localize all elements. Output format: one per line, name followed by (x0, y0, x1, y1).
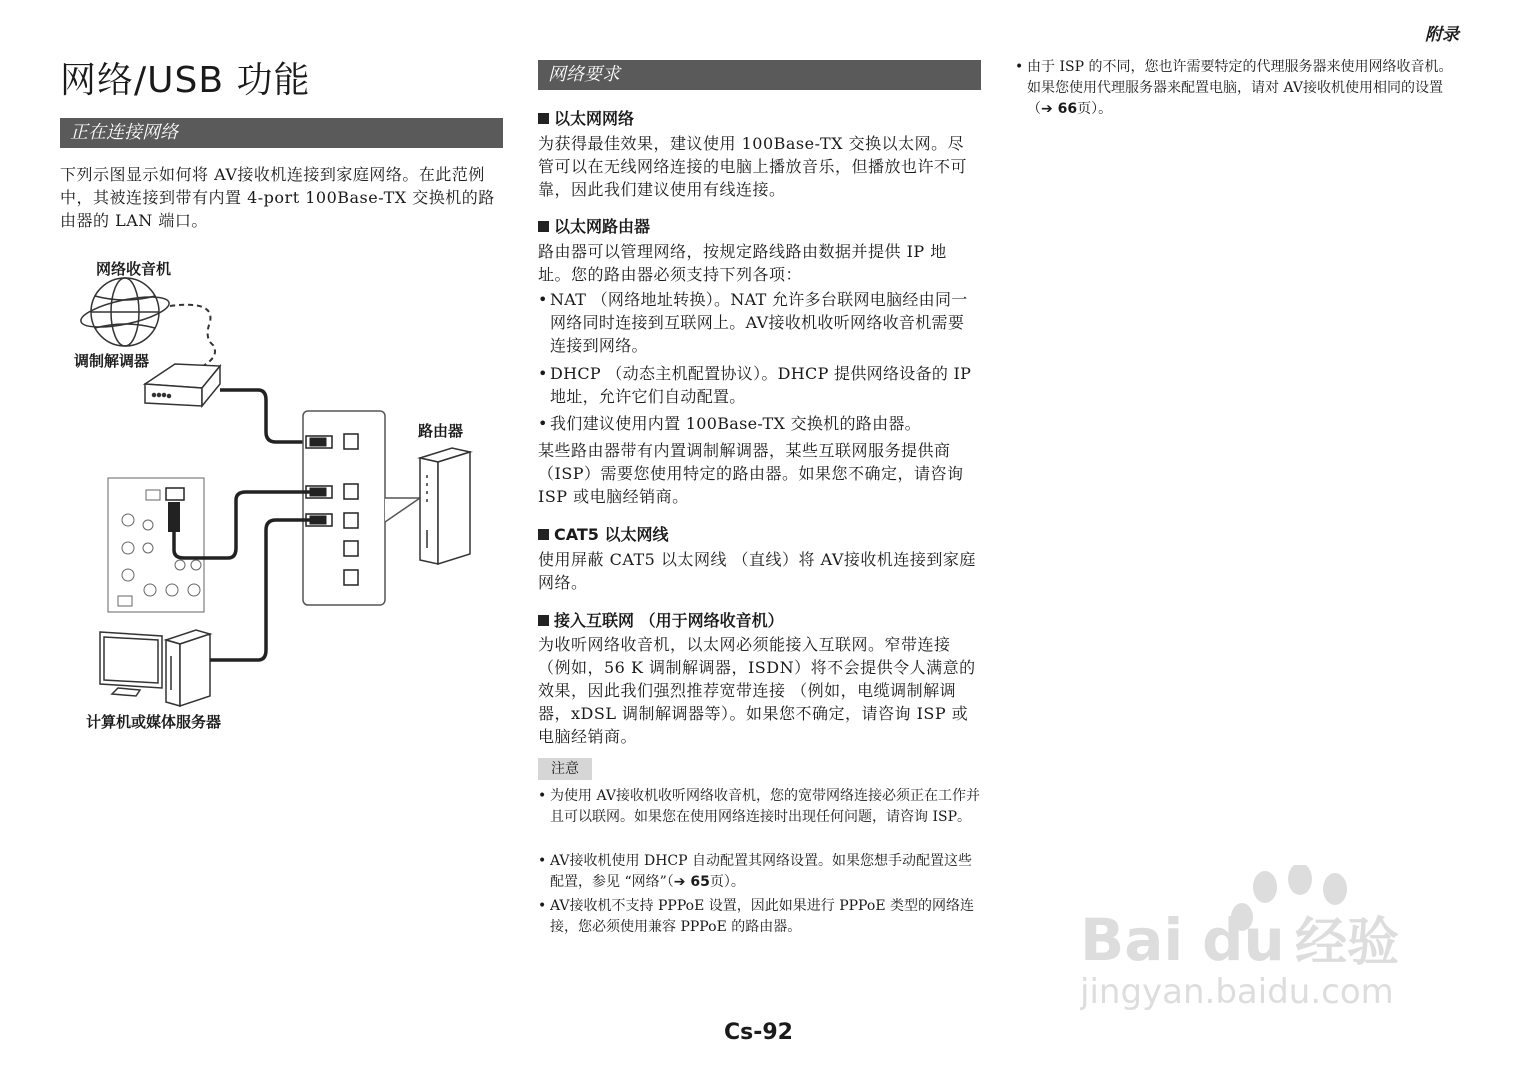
page-ref: ➔ 65 (673, 874, 710, 890)
note-item: • AV接收机使用 DHCP 自动配置其网络设置。如果您想手动配置这些配置，参见 “网络”（➔ 65页）。 (538, 851, 983, 893)
internet-link-line (170, 305, 215, 366)
page-title: 网络/USB 功能 (60, 60, 311, 101)
square-bullet-icon (538, 113, 549, 124)
computer-lan-cable (210, 520, 312, 660)
ethernet-heading: 以太网网络 (538, 106, 634, 129)
svg-text:经验: 经验 (1295, 913, 1400, 973)
cat5-heading: CAT5 以太网线 (538, 522, 669, 545)
svg-text:du: du (1202, 906, 1285, 974)
intro-paragraph: 下列示图显示如何将 AV接收机连接到家庭网络。在此范例中，其被连接到带有内置 4-port 100Base-TX 交换机的路由器的 LAN 端口。 (60, 165, 495, 230)
router-bullet-dhcp: • DHCP （动态主机配置协议）。DHCP 提供网络设备的 IP 地址，允许它们自动配置。 (538, 362, 978, 408)
square-bullet-icon (538, 615, 549, 626)
page-ref: ➔ 66 (1041, 101, 1078, 117)
computer-icon (100, 630, 210, 706)
svg-text:jingyan.baidu.com: jingyan.baidu.com (1080, 972, 1394, 1012)
square-bullet-icon (538, 529, 549, 540)
internet-heading: 接入互联网 （用于网络收音机） (538, 608, 784, 631)
label-internet-radio: 网络收音机 (96, 260, 172, 278)
appendix-label: 附录 (1425, 25, 1459, 45)
router-callout (385, 498, 420, 522)
network-diagram (0, 0, 520, 760)
label-computer: 计算机或媒体服务器 (86, 713, 222, 731)
proxy-note: • 由于 ISP 的不同，您也许需要特定的代理服务器来使用网络收音机。如果您使用代理服务器来配置电脑，请对 AV接收机使用相同的设置 （➔ 66页）。 (1015, 57, 1460, 120)
router-heading: 以太网路由器 (538, 214, 650, 237)
modem-icon (145, 364, 220, 406)
note-label: 注意 (538, 758, 592, 780)
ethernet-paragraph: 为获得最佳效果，建议使用 100Base-TX 交换以太网。尽管可以在无线网络连接的电脑上播放音乐，但播放也许不可靠，因此我们建议使用有线连接。 (538, 134, 968, 199)
av-receiver-icon (108, 478, 204, 612)
router-bullet-switch: • 我们建议使用内置 100Base-TX 交换机的路由器。 (538, 412, 978, 435)
section-title-requirements: 网络要求 (538, 60, 981, 90)
cat5-paragraph: 使用屏蔽 CAT5 以太网线 （直线）将 AV接收机连接到家庭网络。 (538, 550, 976, 592)
baidu-watermark-logo (1080, 865, 1440, 1015)
label-modem: 调制解调器 (74, 352, 150, 370)
globe-icon (78, 278, 171, 346)
router-paragraph-2: 某些路由器带有内置调制解调器，某些互联网服务提供商 （ISP）需要您使用特定的路由器。如果您不确定，请咨询 ISP 或电脑经销商。 (538, 441, 964, 506)
label-router: 路由器 (418, 422, 464, 440)
receiver-plug-icon (168, 502, 180, 532)
note-item: • 为使用 AV接收机收听网络收音机，您的宽带网络连接必须正在工作并且可以联网。如果您在使用网络连接时出现任何问题，请咨询 ISP。 (538, 786, 983, 828)
internet-paragraph: 为收听网络收音机，以太网必须能接入互联网。窄带连接 （例如，56 K 调制解调器，ISDN）将不会提供令人满意的效果，因此我们强烈推荐宽带连接 （例如，电缆调制解调器，xDSL 调制解调器等）。如果您不确定，请咨询 ISP 或电脑经销商。 (538, 635, 976, 746)
wan-cable (220, 390, 312, 442)
svg-text:Bai: Bai (1080, 906, 1184, 974)
page-number: Cs-92 (724, 1020, 793, 1045)
router-paragraph: 路由器可以管理网络，按规定路线路由数据并提供 IP 地址。您的路由器必须支持下列各项： (538, 242, 947, 284)
router-bullet-nat: • NAT （网络地址转换）。NAT 允许多台联网电脑经由同一网络同时连接到互联网上。AV接收机收听网络收音机需要连接到网络。 (538, 288, 978, 357)
note-item: • AV接收机不支持 PPPoE 设置，因此如果进行 PPPoE 类型的网络连接，您必须使用兼容 PPPoE 的路由器。 (538, 896, 983, 938)
router-icon (420, 448, 470, 564)
square-bullet-icon (538, 221, 549, 232)
section-title-connecting: 正在连接网络 (60, 118, 503, 148)
